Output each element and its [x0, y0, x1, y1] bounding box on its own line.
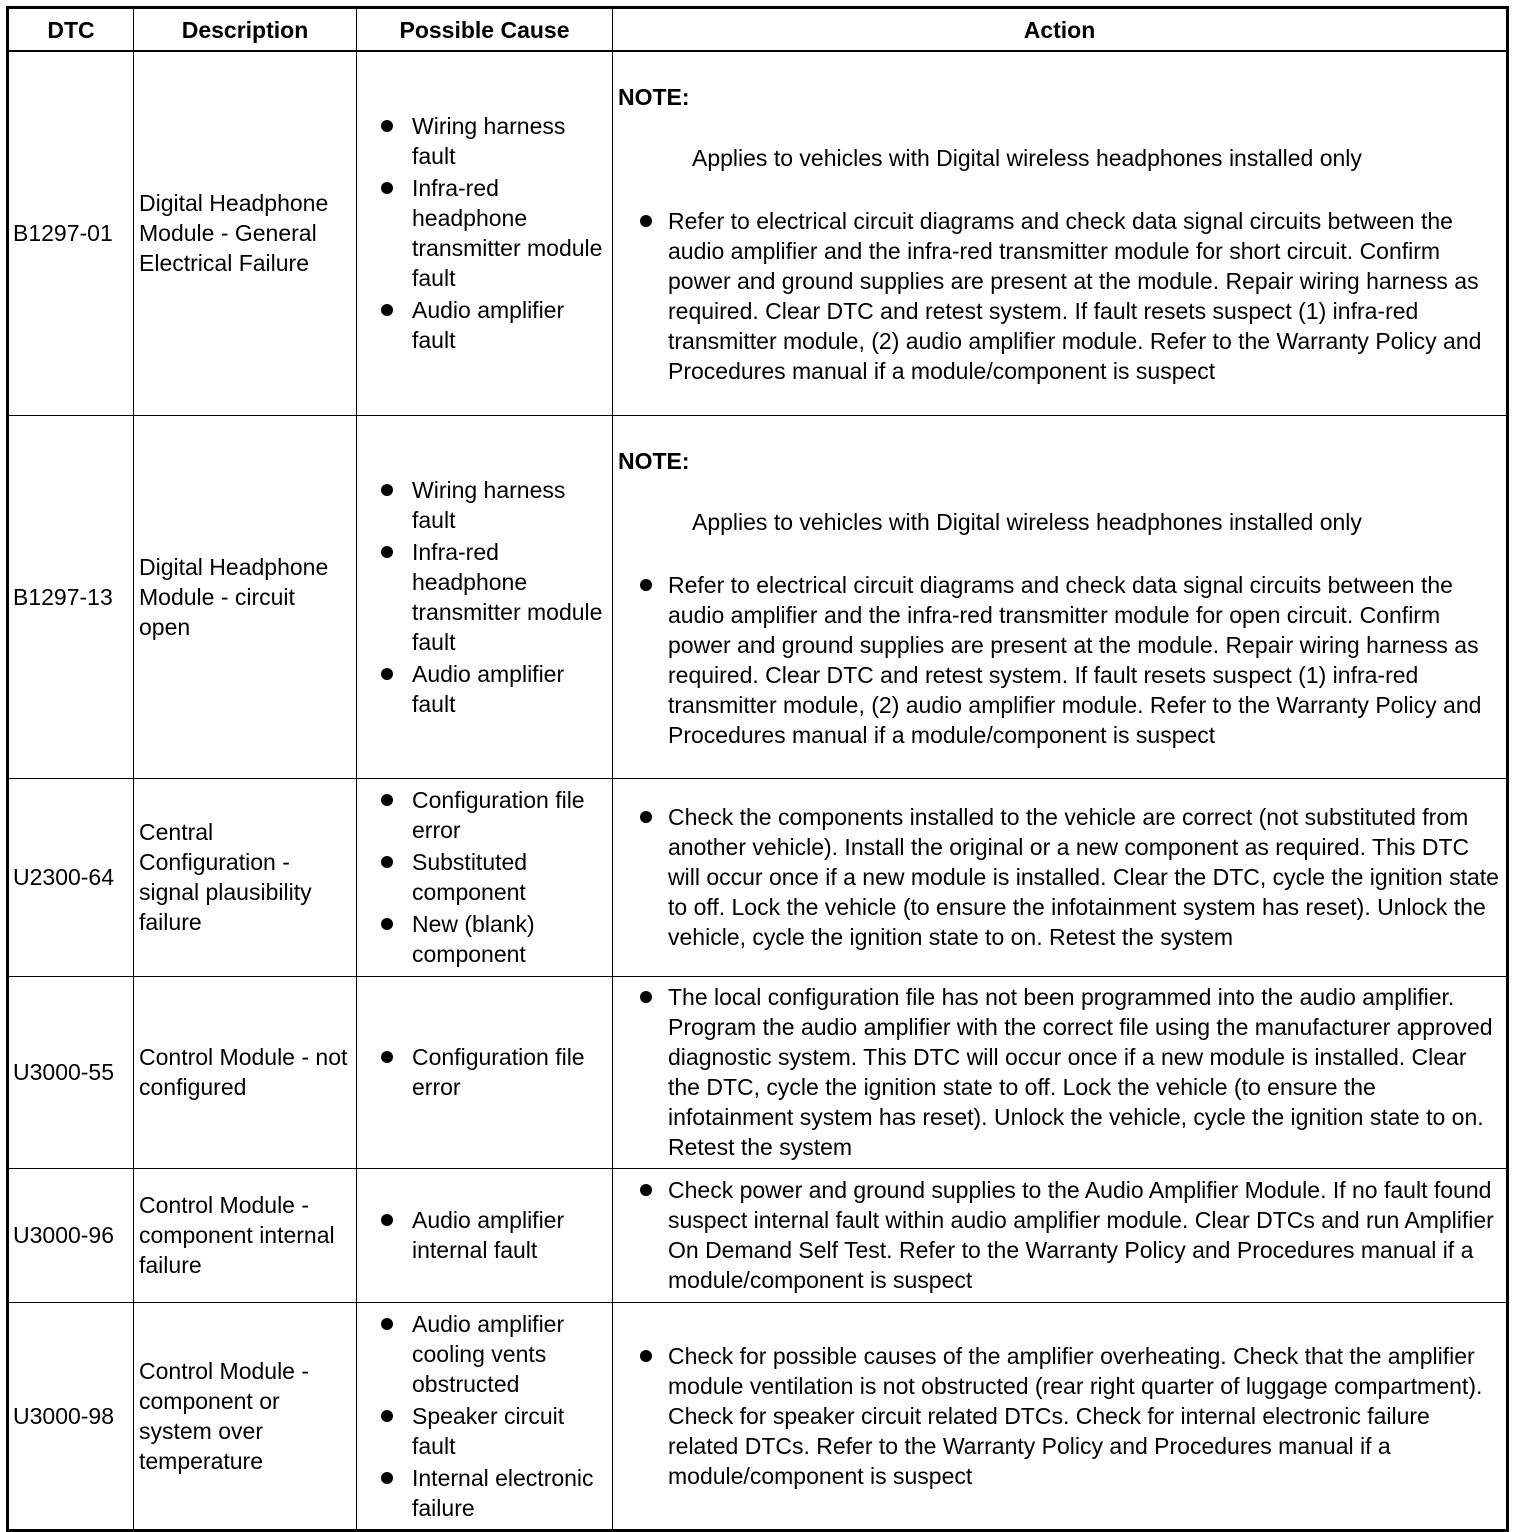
action-list — [618, 1341, 1500, 1491]
dtc-description: Control Module - component internal failure — [134, 1168, 357, 1302]
header-description: Description — [134, 8, 357, 52]
possible-cause-list — [375, 1309, 606, 1523]
possible-cause-item: Infra-red headphone transmitter module fault — [375, 537, 606, 657]
note-text: Applies to vehicles with Digital wireless headphones installed only — [692, 145, 1362, 172]
dtc-description: Control Module - component or system over temperature — [134, 1302, 357, 1530]
action-cell — [613, 1168, 1508, 1302]
action-cell — [613, 51, 1508, 415]
table-row — [8, 1302, 1508, 1530]
dtc-description: Digital Headphone Module - General Electrical Failure — [134, 51, 357, 415]
possible-cause-item: Internal electronic failure — [375, 1463, 606, 1523]
dtc-code: U2300-64 — [8, 778, 134, 976]
dtc-code: U3000-98 — [8, 1302, 134, 1530]
action-list — [618, 802, 1500, 952]
possible-cause-item: Audio amplifier cooling vents obstructed — [375, 1309, 606, 1399]
note-label: NOTE: — [618, 447, 690, 474]
action-list — [618, 206, 1500, 386]
possible-cause-list — [375, 1205, 606, 1265]
dtc-table — [6, 6, 1509, 1532]
table-row — [8, 415, 1508, 778]
table-row — [8, 778, 1508, 976]
action-list — [618, 1175, 1500, 1295]
possible-cause-cell — [357, 778, 613, 976]
action-cell — [613, 415, 1508, 778]
dtc-code: B1297-13 — [8, 415, 134, 778]
possible-cause-item: Audio amplifier fault — [375, 295, 606, 355]
dtc-description: Digital Headphone Module - circuit open — [134, 415, 357, 778]
possible-cause-cell — [357, 415, 613, 778]
header-dtc: DTC — [8, 8, 134, 52]
action-cell — [613, 778, 1508, 976]
table-row — [8, 976, 1508, 1168]
action-cell — [613, 1302, 1508, 1530]
possible-cause-item: Audio amplifier internal fault — [375, 1205, 606, 1265]
dtc-description: Central Configuration - signal plausibility failure — [134, 778, 357, 976]
possible-cause-cell — [357, 1168, 613, 1302]
note-text: Applies to vehicles with Digital wireless headphones installed only — [692, 508, 1362, 535]
header-row — [8, 8, 1508, 52]
possible-cause-item: Audio amplifier fault — [375, 659, 606, 719]
header-possible-cause: Possible Cause — [357, 8, 613, 52]
possible-cause-item: New (blank) component — [375, 909, 606, 969]
dtc-description: Control Module - not configured — [134, 976, 357, 1168]
possible-cause-list — [375, 111, 606, 355]
possible-cause-item: Wiring harness fault — [375, 475, 606, 535]
possible-cause-item: Speaker circuit fault — [375, 1401, 606, 1461]
action-cell — [613, 976, 1508, 1168]
dtc-code: B1297-01 — [8, 51, 134, 415]
possible-cause-item: Infra-red headphone transmitter module fault — [375, 173, 606, 293]
action-item: Check the components installed to the vehicle are correct (not substituted from another vehicle). Install the original or a new component as required. This DTC will occur once if a new module is installed. Clear the DTC, cycle the ignition state to off. Lock the vehicle (to ensure the infotainment system has reset). Unlock the vehicle, cycle the ignition state to on. Retest the system — [618, 802, 1500, 952]
header-action: Action — [613, 8, 1508, 52]
possible-cause-cell — [357, 1302, 613, 1530]
action-item: Refer to electrical circuit diagrams and check data signal circuits between the audio amplifier and the infra-red transmitter module for open circuit. Confirm power and ground supplies are present at the module. Repair wiring harness as required. Clear DTC and retest system. If fault resets suspect (1) infra-red transmitter module, (2) audio amplifier module. Refer to the Warranty Policy and Procedures manual if a module/component is suspect — [618, 570, 1500, 750]
possible-cause-cell — [357, 976, 613, 1168]
possible-cause-item: Substituted component — [375, 847, 606, 907]
dtc-code: U3000-55 — [8, 976, 134, 1168]
dtc-code: U3000-96 — [8, 1168, 134, 1302]
note-label: NOTE: — [618, 84, 690, 111]
action-list — [618, 982, 1500, 1162]
possible-cause-list — [375, 1042, 606, 1102]
action-item: Check power and ground supplies to the Audio Amplifier Module. If no fault found suspect internal fault within audio amplifier module. Clear DTCs and run Amplifier On Demand Self Test. Refer to the Warranty Policy and Procedures manual if a module/component is suspect — [618, 1175, 1500, 1295]
action-item: The local configuration file has not been programmed into the audio amplifier. Program the audio amplifier with the correct file using the manufacturer approved diagnostic system. This DTC will occur once if a new module is installed. Clear the DTC, cycle the ignition state to off. Lock the vehicle (to ensure the infotainment system has reset). Unlock the vehicle, cycle the ignition state to on. Retest the system — [618, 982, 1500, 1162]
table-row — [8, 1168, 1508, 1302]
action-list — [618, 570, 1500, 750]
possible-cause-list — [375, 475, 606, 719]
possible-cause-item: Configuration file error — [375, 1042, 606, 1102]
table-row — [8, 51, 1508, 415]
action-item: Refer to electrical circuit diagrams and check data signal circuits between the audio amplifier and the infra-red transmitter module for short circuit. Confirm power and ground supplies are present at the module. Repair wiring harness as required. Clear DTC and retest system. If fault resets suspect (1) infra-red transmitter module, (2) audio amplifier module. Refer to the Warranty Policy and Procedures manual if a module/component is suspect — [618, 206, 1500, 386]
possible-cause-cell — [357, 51, 613, 415]
possible-cause-item: Wiring harness fault — [375, 111, 606, 171]
action-item: Check for possible causes of the amplifier overheating. Check that the amplifier module ventilation is not obstructed (rear right quarter of luggage compartment). Check for speaker circuit related DTCs. Check for internal electronic failure related DTCs. Refer to the Warranty Policy and Procedures manual if a module/component is suspect — [618, 1341, 1500, 1491]
possible-cause-list — [375, 785, 606, 969]
possible-cause-item: Configuration file error — [375, 785, 606, 845]
